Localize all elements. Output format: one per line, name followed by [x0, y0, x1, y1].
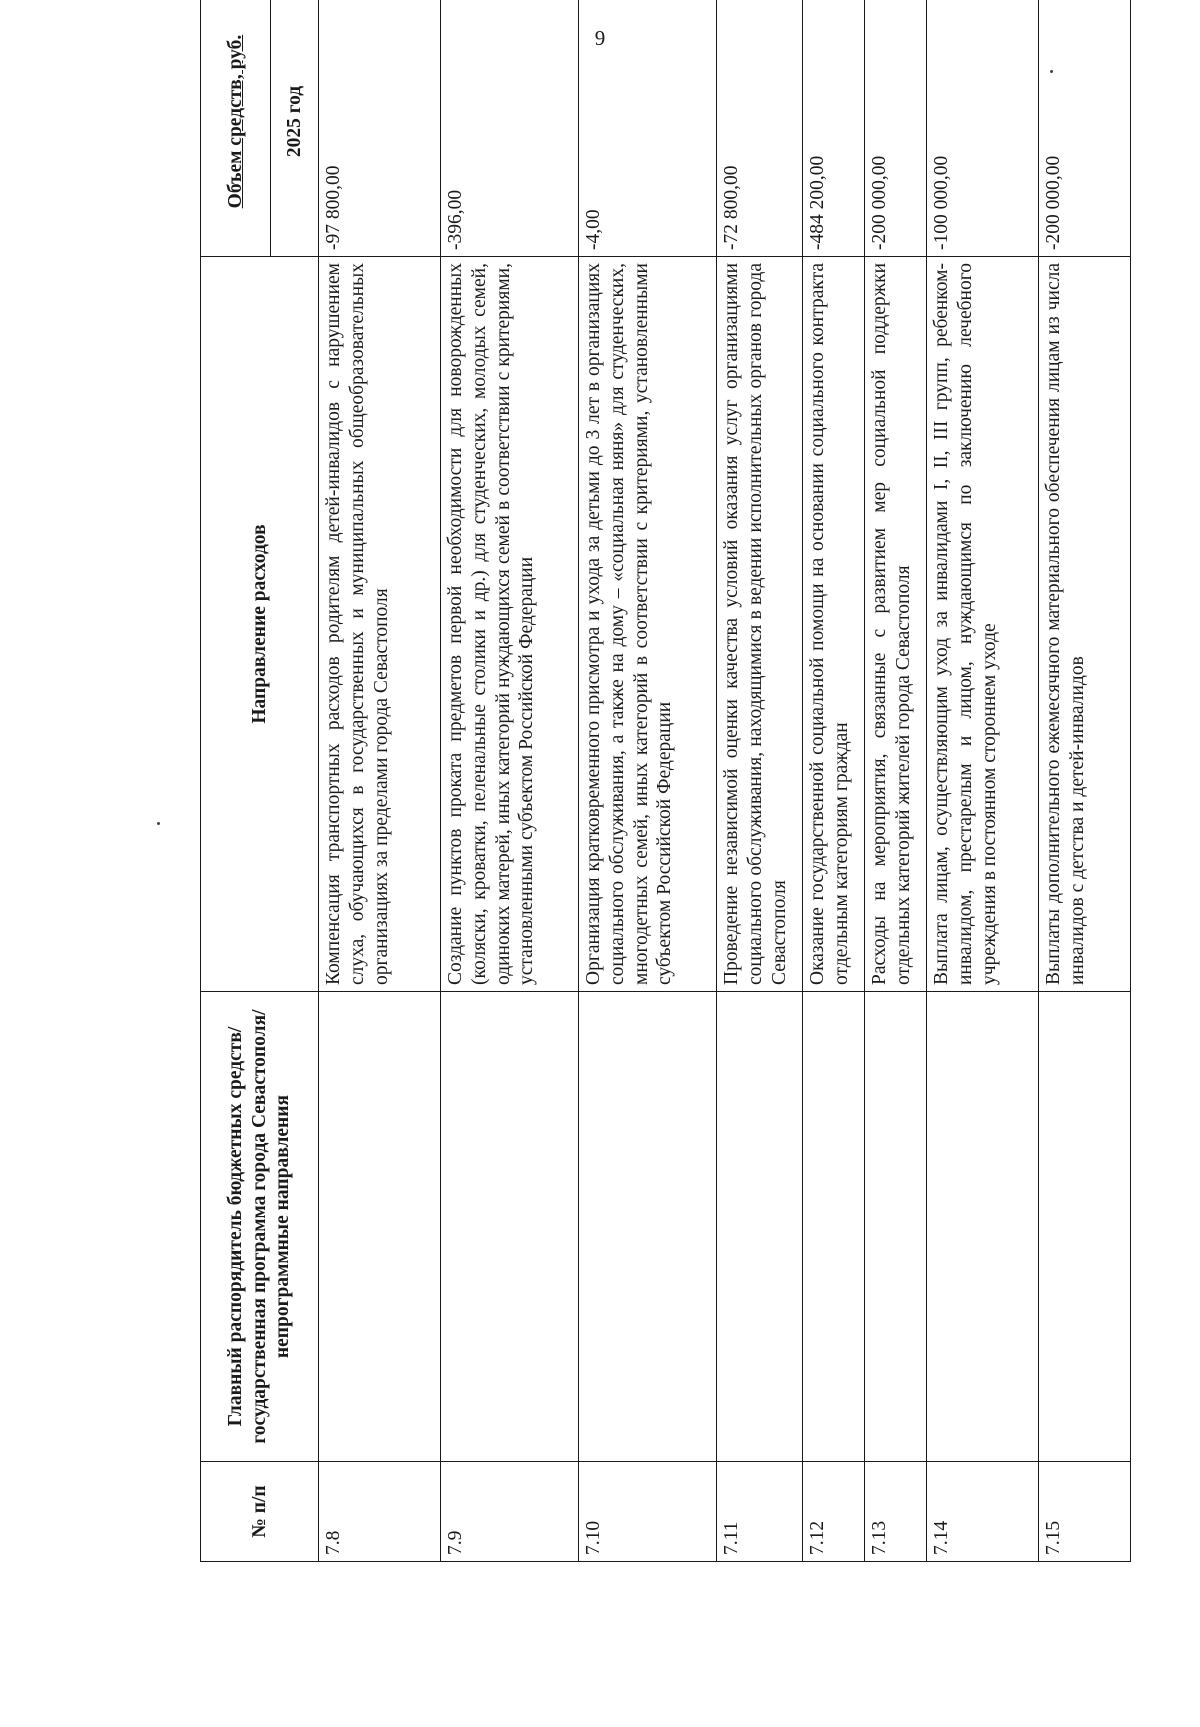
page-number: 9 — [594, 26, 606, 50]
row-direction-cell: Оказание государственной социальной помощи на основании социального контракта отдельным категориям граждан — [803, 257, 865, 992]
row-direction-cell: Организация кратковременного присмотра и ухода за детьми до 3 лет в организациях социального обслуживания, а также на дому – «социальная няня» для студенческих, многодетных семей, иных категорий в соответствии с критериями, установленными субъектом Российской Федерации — [579, 257, 717, 992]
row-direction-cell: Проведение независимой оценки качества условий оказания услуг организациями социального обслуживания, находящимися в ведении исполнительных органов города Севастополя — [717, 257, 803, 992]
row-value-cell: -72 800,00 — [717, 0, 803, 257]
row-number-cell: 7.9 — [441, 1462, 579, 1562]
row-direction-cell: Создание пунктов проката предметов первой необходимости для новорожденных (коляски, кроватки, пеленальные столики и др.) для студенческих, молодых семей, одиноких матерей, иных категорий нуждающихся семей в соответствии с критериями, установленными субъектом Российской Федерации — [441, 257, 579, 992]
row-administrator-cell — [927, 992, 1039, 1462]
row-administrator-cell — [579, 992, 717, 1462]
row-value-cell: -200 000,00 — [865, 0, 927, 257]
table-body — [319, 0, 1131, 1562]
row-value-cell: -200 000,00 — [1039, 0, 1131, 257]
row-administrator-cell — [319, 992, 441, 1462]
row-number-cell: 7.15 — [1039, 1462, 1131, 1562]
row-number-cell: 7.14 — [927, 1462, 1039, 1562]
table-row — [717, 0, 803, 1562]
header-num: № п/п — [201, 1462, 319, 1562]
table-row — [865, 0, 927, 1562]
table-row — [579, 0, 717, 1562]
table-row — [319, 0, 441, 1562]
row-value-cell: -100 000,00 — [927, 0, 1039, 257]
row-direction-cell: Выплата лицам, осуществляющим уход за инвалидами I, II, III групп, ребенком-инвалидом, престарелым и лицом, нуждающимся по заключению лечебного учреждения в постоянном стороннем уходе — [927, 257, 1039, 992]
table-header — [201, 0, 319, 1562]
table-row — [803, 0, 865, 1562]
header-volume — [201, 0, 271, 257]
header-direction: Направление расходов — [201, 257, 319, 992]
table-row — [1039, 0, 1131, 1562]
table-row — [927, 0, 1039, 1562]
row-number-cell: 7.12 — [803, 1462, 865, 1562]
row-number-cell: 7.11 — [717, 1462, 803, 1562]
row-value-cell: -396,00 — [441, 0, 579, 257]
row-value-cell: -4,00 — [579, 0, 717, 257]
row-direction-cell: Компенсация транспортных расходов родителям детей-инвалидов с нарушением слуха, обучающихся в государственных и муниципальных общеобразовательных организациях за пределами города Севастополя — [319, 257, 441, 992]
row-direction-cell: Расходы на мероприятия, связанные с развитием мер социальной поддержки отдельных категорий жителей города Севастополя — [865, 257, 927, 992]
row-number-cell: 7.10 — [579, 1462, 717, 1562]
row-administrator-cell — [441, 992, 579, 1462]
header-administrator: Главный распорядитель бюджетных средств/государственная программа города Севастополя/непрограммные направления — [201, 992, 319, 1462]
row-number-cell: 7.8 — [319, 1462, 441, 1562]
header-volume-label: Объем средств, руб. — [224, 34, 246, 209]
scan-speck — [157, 822, 160, 825]
row-administrator-cell — [865, 992, 927, 1462]
row-administrator-cell — [717, 992, 803, 1462]
row-number-cell: 7.13 — [865, 1462, 927, 1562]
row-administrator-cell — [1039, 992, 1131, 1462]
row-value-cell: -97 800,00 — [319, 0, 441, 257]
row-value-cell: -484 200,00 — [803, 0, 865, 257]
header-year: 2025 год — [271, 0, 319, 257]
budget-changes-table — [200, 0, 1131, 1562]
row-direction-cell: Выплаты дополнительного ежемесячного материального обеспечения лицам из числа инвалидов с детства и детей-инвалидов — [1039, 257, 1131, 992]
row-administrator-cell — [803, 992, 865, 1462]
table-row — [441, 0, 579, 1562]
rotated-table-container — [200, 0, 1150, 1562]
